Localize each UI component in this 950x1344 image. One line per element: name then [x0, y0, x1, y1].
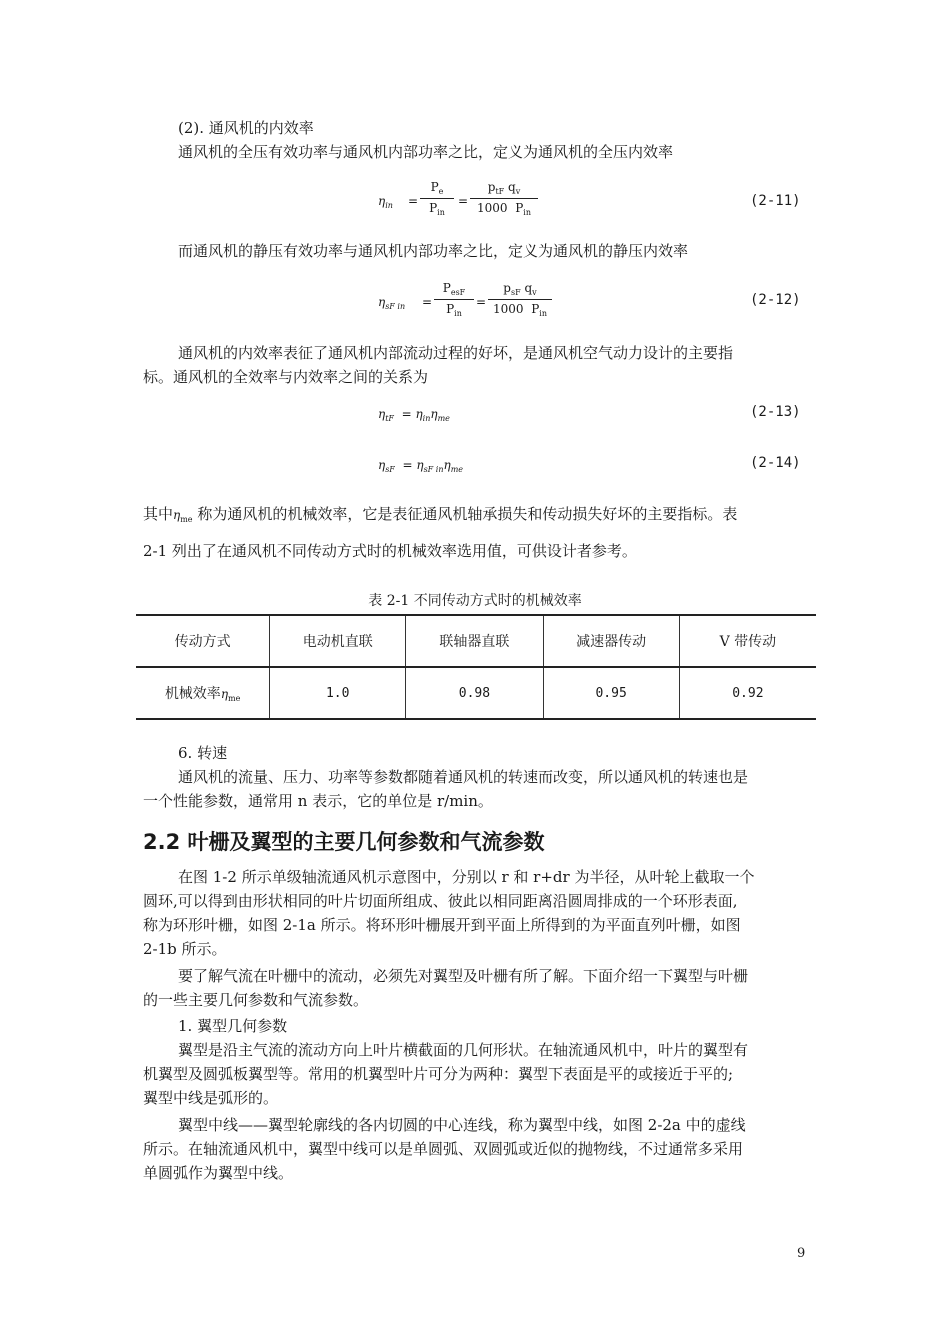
- table-row: [136, 667, 816, 719]
- equation-2-14: $\eta_{sF} = \eta_{sF in}\eta_{me}$: [378, 458, 464, 474]
- paragraph-line: 圆环,可以得到由形状相同的叶片切面所组成、彼此以相同距离沿圆周排成的一个环形表面,: [143, 892, 738, 910]
- eq-lhs: $\eta_{in}$: [378, 194, 393, 210]
- section-heading: 2.2 叶栅及翼型的主要几何参数和气流参数: [143, 830, 545, 854]
- eq-fraction: $p_{tF}$ $q_v$ 1000 $P_{in}$: [470, 180, 538, 217]
- paragraph-line: 通风机的流量、压力、功率等参数都随着通风机的转速而改变，所以通风机的转速也是: [178, 768, 749, 786]
- table-cell: 0.98: [406, 667, 543, 719]
- equation-number: (2-12): [750, 292, 801, 308]
- subsection-title: 6. 转速: [178, 744, 228, 762]
- paragraph-line: 翼型中线——翼型轮廓线的各内切圆的中心连线，称为翼型中线，如图 2-2a 中的虚线: [178, 1116, 746, 1134]
- paragraph-line: 所示。在轴流通风机中，翼型中线可以是单圆弧、双圆弧或近似的抛物线，不过通常多采用: [143, 1140, 744, 1158]
- table-row-label: 机械效率$\eta_{me}$: [136, 667, 270, 719]
- paragraph-line: 机翼型及圆弧板翼型等。常用的机翼型叶片可分为两种：翼型下表面是平的或接近于平的;: [143, 1065, 734, 1083]
- paragraph-line: 在图 1-2 所示单级轴流通风机示意图中，分别以 r 和 r+dr 为半径，从叶轮上截取一个: [178, 868, 755, 886]
- table-cell: 0.95: [543, 667, 679, 719]
- paragraph-line: 单圆弧作为翼型中线。: [143, 1164, 294, 1182]
- paragraph-line: 而通风机的静压有效功率与通风机内部功率之比，定义为通风机的静压内效率: [178, 242, 689, 260]
- paragraph-line: 标。通风机的全效率与内效率之间的关系为: [143, 368, 429, 386]
- paragraph-line: 的一些主要几何参数和气流参数。: [143, 991, 369, 1009]
- equation-number: (2-14): [750, 455, 801, 471]
- subsection-title: (2). 通风机的内效率: [178, 119, 314, 137]
- table-header-cell: 联轴器直联: [406, 615, 543, 667]
- efficiency-table: [136, 614, 816, 720]
- table-header-cell: V 带传动: [679, 615, 816, 667]
- paragraph-line: 2-1b 所示。: [143, 940, 227, 958]
- equation-2-11: [378, 180, 578, 226]
- eq-lhs: $\eta_{sF in}$: [378, 295, 406, 311]
- eq-sign: =: [476, 295, 487, 309]
- paragraph-line: 2-1 列出了在通风机不同传动方式时的机械效率选用值，可供设计者参考。: [143, 542, 637, 560]
- eq-fraction: $P_e$ $P_{in}$: [420, 180, 454, 217]
- eq-fraction: $p_{sF}$ $q_v$ 1000 $P_{in}$: [488, 281, 552, 318]
- eq-sign: =: [422, 295, 433, 309]
- equation-number: (2-11): [750, 193, 801, 209]
- paragraph-line: 翼型中线是弧形的。: [143, 1089, 279, 1107]
- table-header-cell: 传动方式: [136, 615, 270, 667]
- table-caption: 表 2-1 不同传动方式时的机械效率: [368, 593, 582, 609]
- paragraph-line: 称为环形叶栅，如图 2-1a 所示。将环形叶栅展开到平面上所得到的为平面直列叶栅，如图: [143, 916, 741, 934]
- table-header-cell: 电动机直联: [270, 615, 406, 667]
- table-header-row: [136, 615, 816, 667]
- table-header-cell: 减速器传动: [543, 615, 679, 667]
- table-cell: 1.0: [270, 667, 406, 719]
- eq-sign: =: [458, 194, 469, 208]
- eq-sign: =: [408, 194, 419, 208]
- paragraph-line: 通风机的内效率表征了通风机内部流动过程的好坏，是通风机空气动力设计的主要指: [178, 344, 734, 362]
- page-number: 9: [797, 1246, 806, 1261]
- eq-fraction: $P_{esF}$ $P_{in}$: [434, 281, 474, 318]
- paragraph-line: 一个性能参数，通常用 n 表示，它的单位是 r/min。: [143, 792, 493, 810]
- equation-2-13: $\eta_{tF} = \eta_{in}\eta_{me}$: [378, 407, 450, 423]
- paragraph-line: 其中$\eta_{me}$ 称为通风机的机械效率，它是表征通风机轴承损失和传动损失好坏的主要指标。表: [143, 505, 738, 524]
- equation-number: (2-13): [750, 404, 801, 420]
- paragraph-line: 翼型是沿主气流的流动方向上叶片横截面的几何形状。在轴流通风机中，叶片的翼型有: [178, 1041, 749, 1059]
- subsection-title: 1. 翼型几何参数: [178, 1017, 288, 1035]
- paragraph-line: 要了解气流在叶栅中的流动，必须先对翼型及叶栅有所了解。下面介绍一下翼型与叶栅: [178, 967, 749, 985]
- equation-2-12: [378, 281, 578, 327]
- table-cell: 0.92: [679, 667, 816, 719]
- paragraph-line: 通风机的全压有效功率与通风机内部功率之比，定义为通风机的全压内效率: [178, 143, 674, 161]
